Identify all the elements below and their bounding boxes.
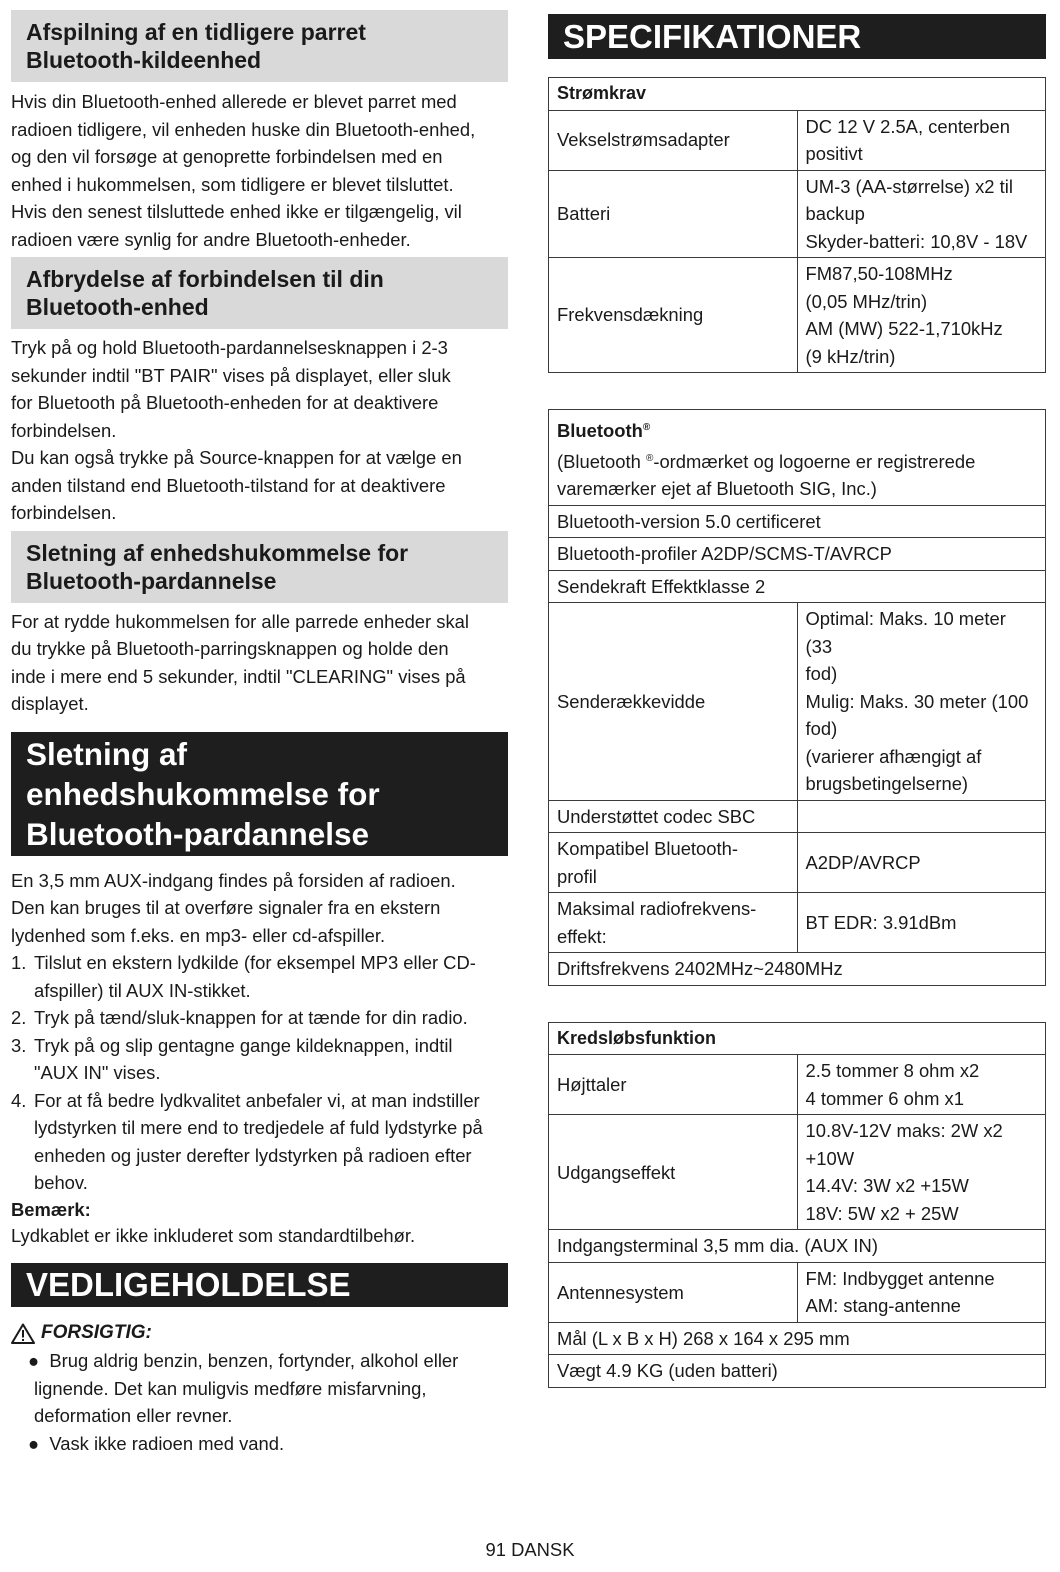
aux-steps-list xyxy=(11,949,508,1197)
paragraph-clear-memory: For at rydde hukommelsen for alle parrede enheder skal du trykke på Bluetooth-parringsknappen og holde den inde i mere end 5 sekunder, indtil "CLEARING" vises på displayet. xyxy=(11,610,469,714)
list-item: 1. Tilslut en ekstern lydkilde (for eksempel MP3 eller CD- afspiller) til AUX IN-stikket. xyxy=(11,952,476,1001)
warning-icon xyxy=(11,1323,35,1344)
list-item: 4. For at få bedre lydkvalitet anbefaler vi, at man indstiller lydstyrken til mere end to tredjedele af fuld lydstyrke på enheden og juster derefter lydstyrken på radioen efter behov. xyxy=(11,1089,483,1193)
table-row: Antennesystem FM: Indbygget antenne AM: stang-antenne xyxy=(549,1262,1046,1322)
table-row: Udgangseffekt 10.8V-12V maks: 2W x2 +10W 14.4V: 3W x2 +15W 18V: 5W x2 + 25W xyxy=(549,1115,1046,1230)
table-row: Driftsfrekvens 2402MHz~2480MHz xyxy=(549,953,1046,986)
section-heading-previous-device: Afspilning af en tidligere parret Bluetooth-kildeenhed xyxy=(11,10,508,82)
bullet-icon: ● xyxy=(28,1350,50,1371)
right-column xyxy=(548,14,1046,1388)
table-row: Mål (L x B x H) 268 x 164 x 295 mm xyxy=(549,1322,1046,1355)
table-row: Understøttet codec SBC xyxy=(549,800,1046,833)
table-row: Indgangsterminal 3,5 mm dia. (AUX IN) xyxy=(549,1230,1046,1263)
table-row: Sendekraft Effektklasse 2 xyxy=(549,570,1046,603)
circuit-table xyxy=(548,1022,1046,1388)
table-row: Frekvensdækning FM87,50-108MHz (0,05 MHz/trin) AM (MW) 522-1,710kHz (9 kHz/trin) xyxy=(549,258,1046,373)
paragraph-disconnect: Tryk på og hold Bluetooth-pardannelsesknappen i 2-3 sekunder indtil "BT PAIR" vises på displayet, eller sluk for Bluetooth på Bluetooth-enheden for at deaktivere forbindelsen. Du kan også trykke på Source-knappen for at vælge en anden tilstand end Bluetooth-tilstand for at deaktivere forbindelsen. xyxy=(11,337,462,523)
table-row: Bluetooth® (Bluetooth ®-ordmærket og logoerne er registrerede varemærker ejet af Bluetooth SIG, Inc.) xyxy=(549,410,1046,506)
bullet-icon: ● xyxy=(28,1432,50,1454)
section-heading-maintenance: VEDLIGEHOLDELSE xyxy=(11,1263,508,1307)
table-row: Bluetooth-version 5.0 certificeret xyxy=(549,505,1046,538)
table-row: Vægt 4.9 KG (uden batteri) xyxy=(549,1355,1046,1388)
note-label: Bemærk: xyxy=(11,1198,91,1220)
bluetooth-table xyxy=(548,409,1046,986)
bluetooth-header: Bluetooth xyxy=(557,420,643,442)
page-footer: 91 DANSK xyxy=(485,1539,575,1560)
left-column xyxy=(11,10,508,1457)
maintenance-bullets xyxy=(11,1347,508,1457)
list-item: 3. Tryk på og slip gentagne gange kildeknappen, indtil "AUX IN" vises. xyxy=(11,1034,453,1083)
section-heading-disconnect: Afbrydelse af forbindelsen til din Bluetooth-enhed xyxy=(11,257,508,329)
table-row: Kompatibel Bluetooth- profil A2DP/AVRCP xyxy=(549,833,1046,893)
paragraph-previous-device: Hvis din Bluetooth-enhed allerede er blevet parret med radioen tidligere, vil enheden huske din Bluetooth-enhed, og den vil forsøge at genoprette forbindelsen med en enhed i hukommelsen, som tidligere er blevet tilsluttet. Hvis den senest tilsluttede enhed ikke er tilgængelig, vil radioen være synlig for andre Bluetooth-enheder. xyxy=(11,91,476,250)
caution-label: FORSIGTIG: xyxy=(11,1319,508,1347)
table-row: Bluetooth-profiler A2DP/SCMS-T/AVRCP xyxy=(549,538,1046,571)
circuit-header: Kredsløbsfunktion xyxy=(549,1022,1046,1055)
power-header: Strømkrav xyxy=(549,78,1046,111)
table-row: Maksimal radiofrekvens- effekt: BT EDR: 3.91dBm xyxy=(549,893,1046,953)
section-heading-clear-memory: Sletning af enhedshukommelse for Bluetooth-pardannelse xyxy=(11,531,508,603)
table-row: Batteri UM-3 (AA-størrelse) x2 til backup Skyder-batteri: 10,8V - 18V xyxy=(549,170,1046,258)
list-item: ● Brug aldrig benzin, benzen, fortynder, alkohol eller lignende. Det kan muligvis medføre misfarvning, deformation eller revner. xyxy=(28,1350,459,1426)
section-heading-aux: Sletning af enhedshukommelse for Bluetooth-pardannelse xyxy=(11,732,508,856)
list-item: ● Vask ikke radioen med vand. xyxy=(28,1432,285,1454)
table-row: Højttaler 2.5 tommer 8 ohm x2 4 tommer 6 ohm x1 xyxy=(549,1055,1046,1115)
table-row: Senderækkevidde Optimal: Maks. 10 meter (33 fod) Mulig: Maks. 30 meter (100 fod) (varierer afhængigt af brugsbetingelserne) xyxy=(549,603,1046,801)
specifications-heading: SPECIFIKATIONER xyxy=(548,14,1046,59)
power-table xyxy=(548,77,1046,373)
table-row: Vekselstrømsadapter DC 12 V 2.5A, centerben positivt xyxy=(549,110,1046,170)
paragraph-aux: En 3,5 mm AUX-indgang findes på forsiden af radioen. Den kan bruges til at overføre signaler fra en ekstern lydenhed som f.eks. en mp3- eller cd-afspiller. xyxy=(11,869,456,946)
list-item: 2. Tryk på tænd/sluk-knappen for at tænde for din radio. xyxy=(11,1007,468,1028)
note-text: Lydkablet er ikke inkluderet som standardtilbehør. xyxy=(11,1224,416,1246)
